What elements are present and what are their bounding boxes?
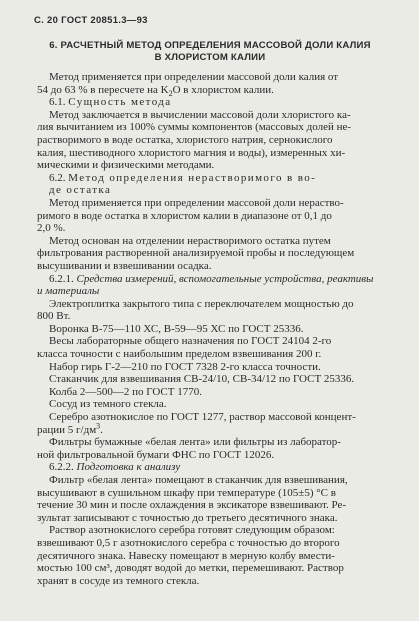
list-item: Весы лабораторные общего назначения по ГОСТ 24104 2-го [49, 335, 332, 348]
paragraph-filter-prep: Фильтр «белая лента» помещают в стаканчик для взвешивания, высушивают в сушильном шкафу при температуре (105±5) °С в течение 30 мин и после охлаждения в эксикаторе взвешивают. Ре- зультат записывают с точностью до третьего десятичного знака. [37, 474, 348, 524]
section-title-line-1: 6. РАСЧЕТНЫЙ МЕТОД ОПРЕДЕЛЕНИЯ МАССОВОЙ ДОЛИ КАЛИЯ [49, 40, 371, 51]
paragraph-method-basis: Метод основан на отделении нерастворимого остатка путем фильтрования растворенной анализируемой пробы и последующем высушивании и взвешивании осадка. [37, 234, 355, 272]
list-item: Сосуд из темного стекла. [49, 398, 167, 411]
section-title-line-2: В ХЛОРИСТОМ КАЛИИ [154, 52, 266, 63]
subsection-6-1-heading: 6.1. Сущность метода [49, 96, 172, 109]
section-title [30, 40, 390, 64]
list-item: Стаканчик для взвешивания СВ-24/10, СВ-34/12 по ГОСТ 25336. [49, 373, 355, 386]
list-item: Фильтры бумажные «белая лента» или фильтры из лаборатор- [49, 436, 341, 449]
list-item: Набор гирь Г-2—210 по ГОСТ 7328 2-го класса точности. [49, 360, 321, 373]
list-item: Электроплитка закрытого типа с переключателем мощностью до [49, 297, 354, 310]
subsection-6-2-2-heading: 6.2.2. Подготовка к анализу [49, 461, 181, 474]
list-item: Серебро азотнокислое по ГОСТ 1277, раствор массовой концент- [49, 411, 356, 424]
subsection-6-2-1-heading: 6.2.1. Средства измерений, вспомогательные устройства, реактивы [49, 272, 374, 285]
subsection-6-2-heading: 6.2. Метод определения нерастворимого в во- де остатка [49, 171, 317, 197]
list-item: Воронка В-75—110 ХС, В-59—95 ХС по ГОСТ 25336. [49, 322, 304, 335]
paragraph-method-range: Метод применяется при определении массовой доли нераство- римого в воде остатка в хлористом калии в диапазоне от 0,1 до 2,0 %. [37, 196, 344, 235]
paragraph-silver-solution: Раствор азотнокислого серебра готовят следующим образом: взвешивают 0,5 г азотнокислого серебра с точностью до второго десятичного знака. Навеску помещают в мерную колбу вмести- мостью 100 см³, доводят водой до метки, перемешивают. Раствор хранят в сосуде из темного стекла. [37, 524, 344, 587]
equipment-list: Электроплитка закрытого типа с переключателем мощностью до 800 Вт. Воронка В-75—110 ХС, В-59—95 ХС по ГОСТ 25336. Весы лабораторные общего назначения по ГОСТ 24104 2-го класса точности с наибольшим пределом взвешивания 200 г. Набор гирь Г-2—210 по ГОСТ 7328 2-го класса точности. Стаканчик для взвешивания СВ-24/10, СВ-34/12 по ГОСТ 25336. Колба 2—500—2 по ГОСТ 1770. Сосуд из темного стекла. Серебро азотнокислое по ГОСТ 1277, раствор массовой концент- рации 5 $г/дм^3$. Фильтры бумажные «белая лента» или фильтры из лаборатор- ной фильтровальной бумаги ФНС по ГОСТ 12026. [37, 298, 398, 462]
paragraph-essence: Метод заключается в вычислении массовой доли хлористого ка- лия вычитанием из 100% суммы компонентов (массовых долей не- растворимого в воде остатка, хлористого натрия, сернокислого калия, шестиводного хлористого магния и воды), измеренных хи- мическими и физическими методами. [37, 108, 352, 172]
paragraph-scope: Метод применяется при определении массовой доли калия от 54 до 63 % в пересчете на $K_2O$ в хлористом калии. [37, 71, 339, 98]
list-item: Колба 2—500—2 по ГОСТ 1770. [49, 385, 202, 398]
page-header: С. 20 ГОСТ 20851.3—93 [34, 15, 148, 26]
document-body: Метод применяется при определении массовой доли калия от 54 до 63 % в пересчете на $K_2O$ в хлористом калии. 6.1. Сущность метода Метод заключается в вычислении массовой доли хлористого ка- лия вычитанием из 100% суммы компонентов (массовых долей не- растворимого в воде остатка, хлористого натрия, сернокислого калия, шестиводного хлористого магния и воды), измеренных хи- мическими и физическими методами. 6.2. Метод определения нерастворимого в во- де остатка Метод применяется при определении массовой доли нераство- римого в воде остатка в хлористом калии в диапазоне от 0,1 до 2,0 %. Метод основан на отделении нерастворимого остатка путем фильтрования растворенной анализируемой пробы и последующем высушивании и взвешивании осадка. 6.2.1. Средства измерений, вспомогательные устройства, реактивы и материалы Электроплитка закрытого типа с переключателем мощностью до 800 Вт. Воронка В-75—110 ХС, В-59—95 ХС по ГОСТ 25336. Весы лабораторные общего назначения по ГОСТ 24104 2-го класса точности с наибольшим пределом взвешивания 200 г. Набор гирь Г-2—210 по ГОСТ 7328 2-го класса точности. Стаканчик для взвешивания СВ-24/10, СВ-34/12 по ГОСТ 25336. Колба 2—500—2 по ГОСТ 1770. Сосуд из темного стекла. Серебро азотнокислое по ГОСТ 1277, раствор массовой концент- рации 5 $г/дм^3$. Фильтры бумажные «белая лента» или фильтры из лаборатор- ной фильтровальной бумаги ФНС по ГОСТ 12026. 6.2.2. Подготовка к анализу Фильтр «белая лента» помещают в стаканчик для взвешивания, высушивают в сушильном шкафу при температуре (105±5) °С в течение 30 мин и после охлаждения в эксикаторе взвешивают. Ре- зультат записывают с точностью до третьего десятичного знака. Раствор азотнокислого серебра готовят следующим образом: взвешивают 0,5 г азотнокислого серебра с точностью до второго десятичного знака. Навеску помещают в мерную колбу вмести- мостью 100 см³, доводят водой до метки, перемешивают. Раствор хранят в сосуде из темного стекла. [37, 71, 398, 587]
